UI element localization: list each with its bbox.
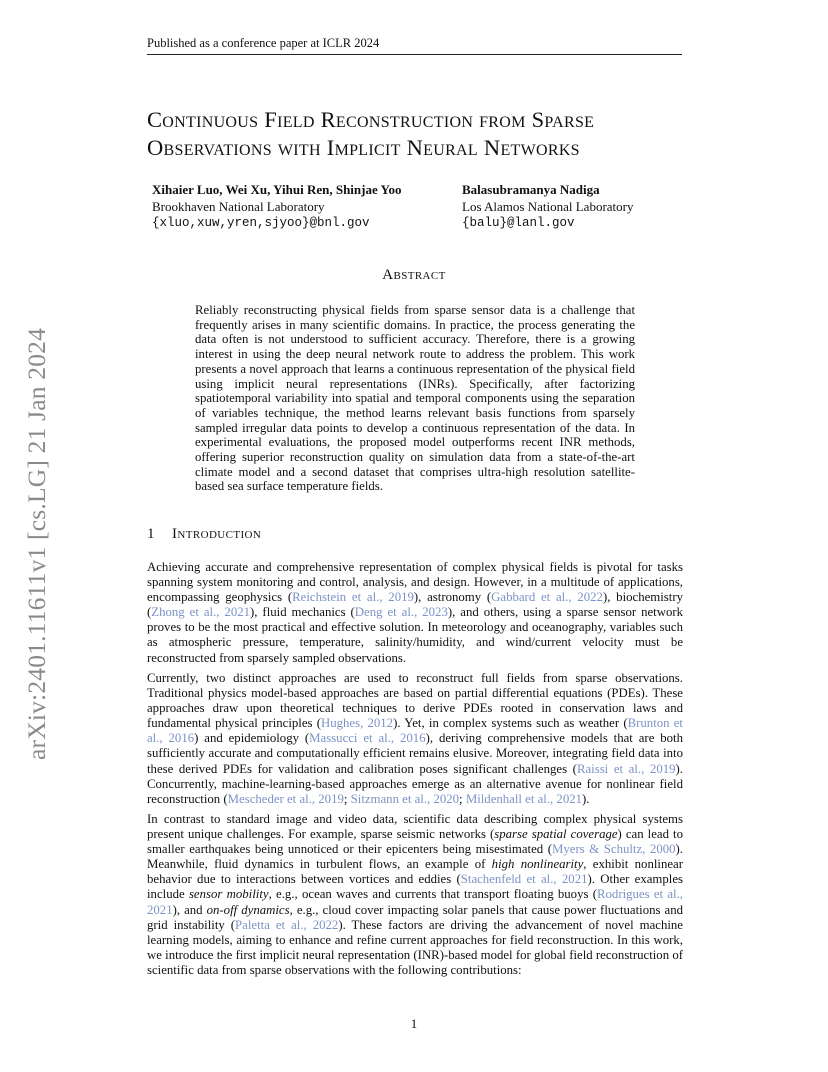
citation-link[interactable]: Brunton et al., 2016 [147, 716, 683, 746]
emphasis-text: sensor mobility [188, 887, 269, 902]
paragraph-text: ), deriving comprehensive models that are both sufficiently accurate and computationally efficient remains elusive. Moreover, integrating field data into these derived PDEs for validation and calibration poses significant challenges ( [147, 731, 684, 776]
author-affiliation: Los Alamos National Laboratory [462, 198, 634, 214]
emphasis-text: high nonlinearity [491, 857, 584, 872]
paragraph-text: ), and [172, 902, 207, 917]
citation-link[interactable]: Hughes, 2012 [320, 716, 394, 731]
citation-link[interactable]: Paletta et al., 2022 [235, 917, 339, 932]
paragraph-text: ). Meanwhile, fluid dynamics in turbulent flows, an example of [147, 842, 683, 872]
paragraph-text: ). These factors are driving the advancement of novel machine learning models, aiming to enhance and refine current approaches for field reconstruction. In this work, we introduce the first implicit neural representation (INR)-based model for global field reconstruction of scientific data from sparse observations with the following contributions: [147, 917, 683, 977]
paragraph-text: ), and others, using a sparse sensor network proves to be the most practical and effective solution. In meteorology and oceanography, variables such as atmospheric pressure, temperature, salinity/humidity, and wind/current velocity must be reconstructed from sparsely sampled observations. [147, 605, 683, 665]
paragraph-text: In contrast to standard image and video data, scientific data describing complex physical systems present unique challenges. For example, sparse seismic networks ( [147, 812, 683, 842]
paragraph-text: ), astronomy ( [413, 590, 492, 605]
author-names: Balasubramanya Nadiga [462, 182, 600, 197]
arxiv-identifier[interactable]: arXiv:2401.11611v1 [cs.LG] 21 Jan 2024 [22, 327, 51, 760]
page-number: 1 [410, 1016, 418, 1031]
citation-link[interactable]: Rodrigues et al., 2021 [147, 887, 683, 917]
citation-link[interactable]: Massucci et al., 2016 [309, 731, 426, 746]
author-block-lanl [462, 182, 634, 232]
author-affiliation: Brookhaven National Laboratory [152, 198, 325, 214]
abstract-text: Reliably reconstructing physical fields from sparse sensor data is a challenge that frequently arises in many scientific domains. In practice, the process generating the data often is not understood to sufficient accuracy. Therefore, there is a growing interest in using the deep neural network route to address the problem. This work presents a novel approach that learns a continuous representation of the physical field using implicit neural representations (INRs). Specifically, after factorizing spatiotemporal variability into spatial and temporal components using the separation of variables technique, the method learns relevant basis functions from sparsely sampled irregular data points to develop a continuous representation of the data. In experimental evaluations, the proposed model outperforms recent INR methods, offering superior reconstruction quality on simulation data from a state-of-the-art climate model and a second dataset that comprises ultra-high resolution satellite-based sea surface temperature fields. [195, 303, 635, 494]
citation-link[interactable]: Myers & Schultz, 2000 [551, 842, 676, 857]
paragraph-text: ). Yet, in complex systems such as weather ( [393, 716, 628, 731]
paragraph-text: Currently, two distinct approaches are used to reconstruct full fields from sparse observations. Traditional physics model-based approaches are based on partial differential equations (PDEs). These approaches draw upon theoretical techniques to derive PDEs rooted in conservation laws and fundamental physical principles ( [147, 671, 683, 731]
title-line-2: Observations with Implicit Neural Networks [147, 135, 580, 160]
section-number: 1 [147, 526, 155, 542]
abstract-heading: Abstract [382, 267, 446, 283]
paper-title [147, 106, 707, 162]
paragraph-text: , exhibit nonlinear behavior due to interactions between vortices and eddies ( [147, 857, 683, 887]
paragraph-text: Achieving accurate and comprehensive representation of complex physical fields is pivotal for tasks spanning system monitoring and control, analysis, and design. However, in a multitude of applications, encompassing geophysics ( [147, 560, 683, 605]
paragraph-text: ), fluid mechanics ( [250, 605, 355, 620]
citation-link[interactable]: Deng et al., 2023 [354, 605, 448, 620]
paragraph-text: , e.g., cloud cover impacting solar panels that cause power fluctuations and grid instability ( [147, 902, 683, 932]
citation-link[interactable]: Mildenhall et al., 2021 [465, 791, 583, 806]
paragraph-text: ). Concurrently, machine-learning-based approaches emerge as an alternative avenue for nonlinear field reconstruction ( [147, 761, 683, 806]
paragraph-text: ). [582, 791, 590, 806]
author-block-bnl [152, 182, 401, 232]
citation-link[interactable]: Sitzmann et al., 2020 [350, 791, 460, 806]
section-title: Introduction [172, 526, 262, 542]
citation-link[interactable]: Zhong et al., 2021 [151, 605, 251, 620]
emphasis-text: on-off dynamics [206, 902, 290, 917]
citation-link[interactable]: Mescheder et al., 2019 [227, 791, 344, 806]
intro-paragraph-2 [147, 671, 683, 807]
paragraph-text: , e.g., ocean waves and currents that transport floating buoys ( [268, 887, 597, 902]
conference-header: Published as a conference paper at ICLR 2024 [147, 36, 380, 50]
citation-link[interactable]: Gabbard et al., 2022 [491, 590, 603, 605]
paragraph-text: ). Other examples include [147, 872, 683, 902]
author-emails[interactable]: {xluo,xuw,yren,sjyoo}@bnl.gov [152, 216, 370, 230]
intro-paragraph-3 [147, 812, 683, 978]
author-names: Xihaier Luo, Wei Xu, Yihui Ren, Shinjae Yoo [152, 182, 402, 197]
header-rule [147, 54, 682, 55]
citation-link[interactable]: Raissi et al., 2019 [576, 761, 676, 776]
citation-link[interactable]: Stachenfeld et al., 2021 [460, 872, 588, 887]
paragraph-text: ), biochemistry ( [147, 590, 683, 620]
section-heading [147, 526, 261, 543]
intro-paragraph-1 [147, 560, 683, 666]
paragraph-text: ; [459, 791, 466, 806]
title-line-1: Continuous Field Reconstruction from Sparse [147, 107, 595, 132]
emphasis-text: sparse spatial coverage [494, 827, 618, 842]
paragraph-text: ) and epidemiology ( [194, 731, 310, 746]
author-emails[interactable]: {balu}@lanl.gov [462, 216, 575, 230]
citation-link[interactable]: Reichstein et al., 2019 [292, 590, 414, 605]
paragraph-text: ; [343, 791, 351, 806]
paragraph-text: ) can lead to smaller earthquakes being unnoticed or their epicenters being misestimated ( [147, 827, 683, 857]
